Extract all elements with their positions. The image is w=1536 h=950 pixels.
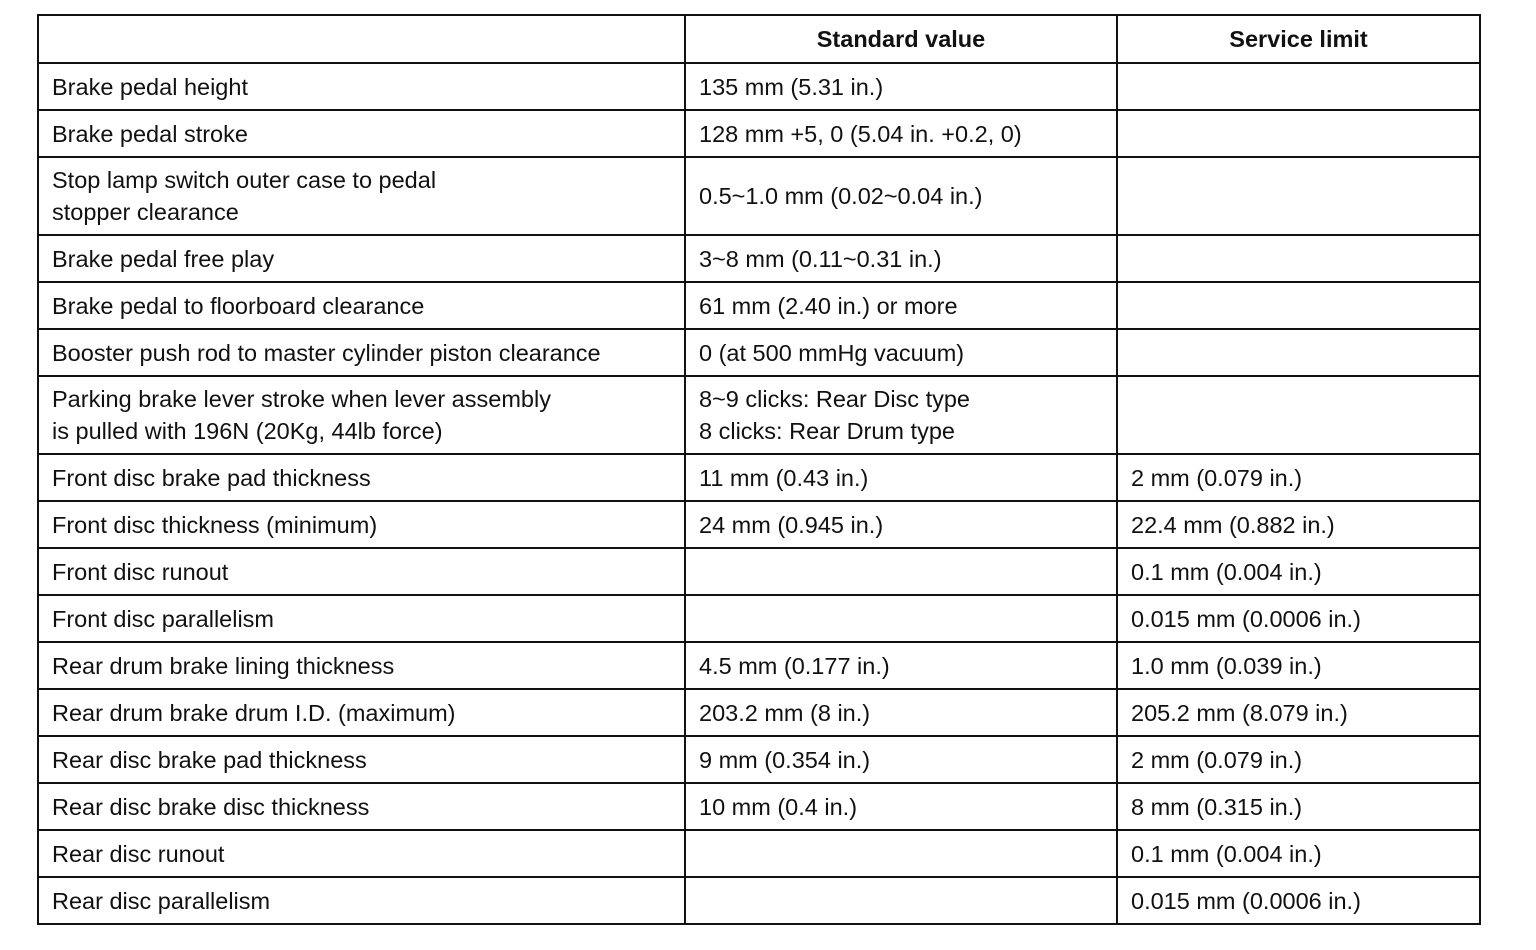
table-row — [38, 642, 1480, 689]
service-limit-cell — [1117, 501, 1480, 548]
service-limit-cell — [1117, 329, 1480, 376]
service-limit-cell — [1117, 642, 1480, 689]
standard-value-cell — [685, 783, 1117, 830]
spec-item-text: Brake pedal height — [52, 73, 248, 100]
header-service-limit: Service limit — [1117, 15, 1480, 63]
service-limit-cell — [1117, 376, 1480, 454]
standard-value-text: 8~9 clicks: Rear Disc type — [699, 386, 970, 412]
standard-value-cell — [685, 548, 1117, 595]
table-row — [38, 877, 1480, 924]
spec-item-cell — [38, 454, 685, 501]
standard-value-cell — [685, 235, 1117, 282]
table-row — [38, 548, 1480, 595]
standard-value-cell — [685, 110, 1117, 157]
spec-item-text: Front disc thickness (minimum) — [52, 511, 378, 538]
standard-value-text: 203.2 mm (8 in.) — [699, 699, 871, 726]
service-limit-cell — [1117, 830, 1480, 877]
standard-value-cell — [685, 376, 1117, 454]
spec-item-cell — [38, 282, 685, 329]
spec-item-cell — [38, 501, 685, 548]
table-row — [38, 595, 1480, 642]
service-limit-text: 205.2 mm (8.079 in.) — [1131, 699, 1348, 726]
spec-item-text: Rear drum brake drum I.D. (maximum) — [52, 699, 456, 726]
standard-value-text: 8 clicks: Rear Drum type — [699, 418, 955, 444]
table-row — [38, 282, 1480, 329]
service-limit-cell — [1117, 235, 1480, 282]
spec-item-text: Rear disc parallelism — [52, 887, 271, 914]
standard-value-cell — [685, 501, 1117, 548]
spec-item-cell — [38, 110, 685, 157]
spec-item-text: Stop lamp switch outer case to pedal — [52, 167, 437, 193]
spec-item-text: Brake pedal stroke — [52, 120, 248, 147]
standard-value-text: 4.5 mm (0.177 in.) — [699, 652, 890, 679]
standard-value-cell — [685, 736, 1117, 783]
service-limit-text: 2 mm (0.079 in.) — [1131, 464, 1303, 491]
spec-item-cell — [38, 689, 685, 736]
standard-value-cell — [685, 595, 1117, 642]
spec-item-text: Front disc runout — [52, 558, 229, 585]
service-limit-cell — [1117, 548, 1480, 595]
header-item — [38, 15, 685, 63]
table-row — [38, 783, 1480, 830]
standard-value-cell — [685, 63, 1117, 110]
spec-item-cell — [38, 329, 685, 376]
spec-item-text: Rear disc brake disc thickness — [52, 793, 370, 820]
header-standard-value: Standard value — [685, 15, 1117, 63]
spec-item-text: Front disc brake pad thickness — [52, 464, 371, 491]
table-row — [38, 329, 1480, 376]
service-limit-cell — [1117, 595, 1480, 642]
standard-value-text: 0.5~1.0 mm (0.02~0.04 in.) — [699, 183, 983, 209]
spec-item-cell — [38, 376, 685, 454]
spec-item-cell — [38, 783, 685, 830]
table-row — [38, 689, 1480, 736]
service-limit-text: 22.4 mm (0.882 in.) — [1131, 511, 1335, 538]
standard-value-cell — [685, 689, 1117, 736]
spec-item-text: Booster push rod to master cylinder piston clearance — [52, 339, 601, 366]
brake-spec-table — [37, 14, 1481, 925]
spec-item-text: Parking brake lever stroke when lever assembly — [52, 386, 551, 412]
spec-item-cell — [38, 877, 685, 924]
standard-value-cell — [685, 282, 1117, 329]
service-limit-text: 0.1 mm (0.004 in.) — [1131, 558, 1322, 585]
service-limit-text: 2 mm (0.079 in.) — [1131, 746, 1303, 773]
service-limit-cell — [1117, 282, 1480, 329]
standard-value-text: 128 mm +5, 0 (5.04 in. +0.2, 0) — [699, 120, 1022, 147]
service-limit-cell — [1117, 736, 1480, 783]
spec-item-text: Rear disc brake pad thickness — [52, 746, 367, 773]
spec-item-cell — [38, 642, 685, 689]
service-limit-cell — [1117, 877, 1480, 924]
table-row — [38, 830, 1480, 877]
table-row — [38, 157, 1480, 235]
service-limit-text: 0.015 mm (0.0006 in.) — [1131, 887, 1361, 914]
service-limit-cell — [1117, 157, 1480, 235]
spec-item-text: Rear drum brake lining thickness — [52, 652, 395, 679]
table-row — [38, 376, 1480, 454]
table-row — [38, 736, 1480, 783]
spec-item-text: Brake pedal free play — [52, 245, 275, 272]
spec-item-cell — [38, 595, 685, 642]
table-row — [38, 454, 1480, 501]
service-limit-text: 8 mm (0.315 in.) — [1131, 793, 1303, 820]
standard-value-text: 24 mm (0.945 in.) — [699, 511, 884, 538]
spec-item-text: Rear disc runout — [52, 840, 225, 867]
service-limit-text: 0.015 mm (0.0006 in.) — [1131, 605, 1361, 632]
spec-item-cell — [38, 63, 685, 110]
standard-value-cell — [685, 329, 1117, 376]
standard-value-cell — [685, 454, 1117, 501]
spec-item-text: stopper clearance — [52, 199, 239, 225]
standard-value-text: 135 mm (5.31 in.) — [699, 73, 884, 100]
standard-value-text: 10 mm (0.4 in.) — [699, 793, 858, 820]
spec-item-text: is pulled with 196N (20Kg, 44lb force) — [52, 418, 443, 444]
spec-item-cell — [38, 830, 685, 877]
spec-item-text: Brake pedal to floorboard clearance — [52, 292, 425, 319]
service-limit-cell — [1117, 783, 1480, 830]
spec-item-cell — [38, 548, 685, 595]
service-limit-cell — [1117, 63, 1480, 110]
spec-item-cell — [38, 157, 685, 235]
service-limit-text: 1.0 mm (0.039 in.) — [1131, 652, 1322, 679]
table-row — [38, 235, 1480, 282]
header-row — [38, 15, 1480, 63]
standard-value-text: 3~8 mm (0.11~0.31 in.) — [699, 245, 942, 272]
service-limit-cell — [1117, 689, 1480, 736]
standard-value-cell — [685, 157, 1117, 235]
standard-value-cell — [685, 830, 1117, 877]
standard-value-cell — [685, 642, 1117, 689]
standard-value-cell — [685, 877, 1117, 924]
spec-item-cell — [38, 235, 685, 282]
standard-value-text: 11 mm (0.43 in.) — [699, 464, 869, 491]
table-row — [38, 63, 1480, 110]
service-limit-cell — [1117, 110, 1480, 157]
table-row — [38, 501, 1480, 548]
spec-item-text: Front disc parallelism — [52, 605, 275, 632]
standard-value-text: 61 mm (2.40 in.) or more — [699, 292, 958, 319]
service-limit-cell — [1117, 454, 1480, 501]
table-row — [38, 110, 1480, 157]
standard-value-text: 0 (at 500 mmHg vacuum) — [699, 339, 965, 366]
table-body — [38, 63, 1480, 924]
service-limit-text: 0.1 mm (0.004 in.) — [1131, 840, 1322, 867]
standard-value-text: 9 mm (0.354 in.) — [699, 746, 871, 773]
spec-item-cell — [38, 736, 685, 783]
